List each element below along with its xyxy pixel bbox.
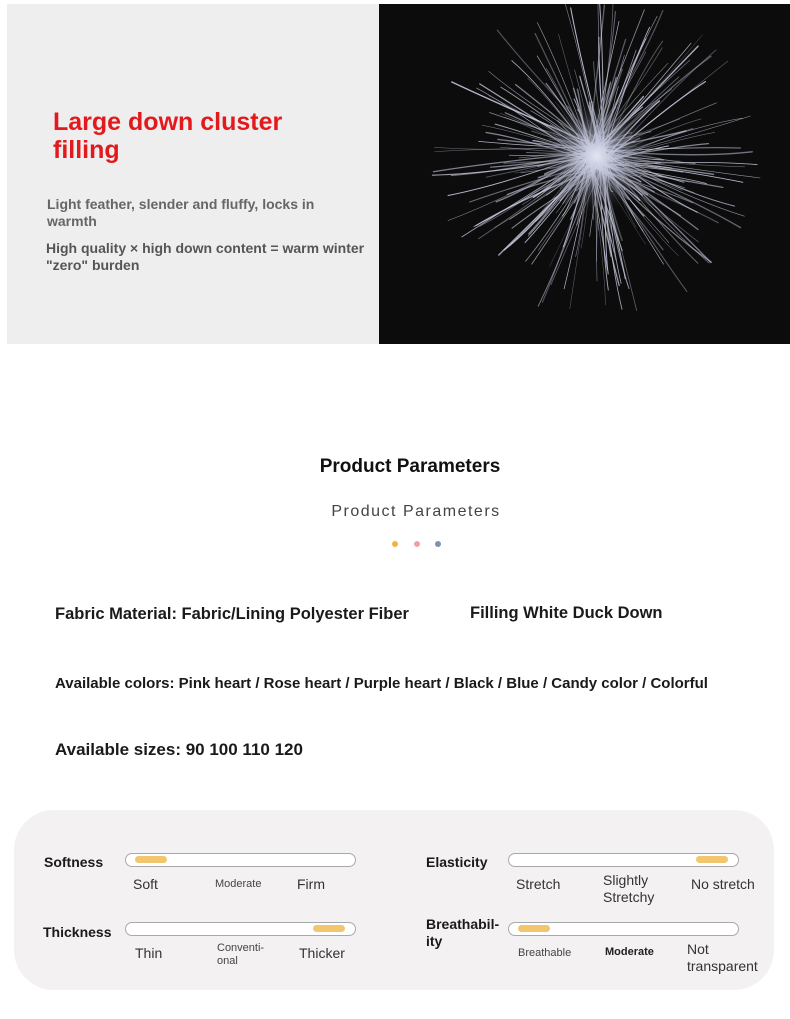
softness-option-firm: Firm: [297, 876, 325, 892]
breathability-indicator: [518, 925, 550, 932]
softness-scale: [125, 853, 356, 867]
breathability-option-moderate: Moderate: [605, 946, 654, 958]
thickness-option-thin: Thin: [135, 945, 163, 961]
elasticity-label: Elasticity: [426, 854, 488, 870]
param-sizes: Available sizes: 90 100 110 120: [55, 740, 303, 759]
thickness-scale: [125, 922, 356, 936]
decorative-dot-2: [414, 541, 420, 547]
thickness-indicator: [313, 925, 345, 932]
softness-option-moderate: Moderate: [215, 878, 262, 890]
section-subtitle: Product Parameters: [331, 503, 501, 520]
down-cluster-photo: [379, 4, 790, 344]
section-title: Product Parameters: [319, 456, 501, 477]
hero-text-panel: [7, 4, 379, 344]
hero-banner: [0, 0, 790, 346]
decorative-dot-1: [392, 541, 398, 547]
softness-label: Softness: [44, 854, 104, 870]
decorative-dot-3: [435, 541, 441, 547]
breathability-scale: [508, 922, 739, 936]
softness-option-soft: Soft: [133, 876, 158, 892]
elasticity-indicator: [696, 856, 728, 863]
down-cluster-illustration: [379, 4, 790, 344]
elasticity-option-stretch: Stretch: [516, 876, 561, 892]
hero-title: Large down cluster filling: [53, 108, 283, 164]
breathability-option-not-transparent: Not transparent: [687, 941, 758, 974]
param-colors: Available colors: Pink heart / Rose heart / Purple heart / Black / Blue / Candy color / Colorful: [55, 675, 708, 692]
param-filling: Filling White Duck Down: [470, 604, 663, 622]
hero-subtitle-1: Light feather, slender and fluffy, locks in warmth: [47, 196, 315, 229]
thickness-label: Thickness: [43, 924, 112, 940]
breathability-label: Breathabil-ity: [426, 916, 500, 949]
elasticity-option-slightly-stretchy: Slightly Stretchy: [603, 872, 655, 905]
thickness-option-thicker: Thicker: [299, 945, 345, 961]
softness-indicator: [135, 856, 167, 863]
param-fabric: Fabric Material: Fabric/Lining Polyester Fiber: [55, 605, 409, 623]
elasticity-option-no-stretch: No stretch: [691, 876, 755, 892]
breathability-option-breathable: Breathable: [518, 947, 572, 959]
hero-subtitle-2: High quality × high down content = warm winter "zero" burden: [46, 240, 365, 273]
elasticity-scale: [508, 853, 739, 867]
thickness-option-conventional: Conventi-onal: [217, 942, 265, 967]
